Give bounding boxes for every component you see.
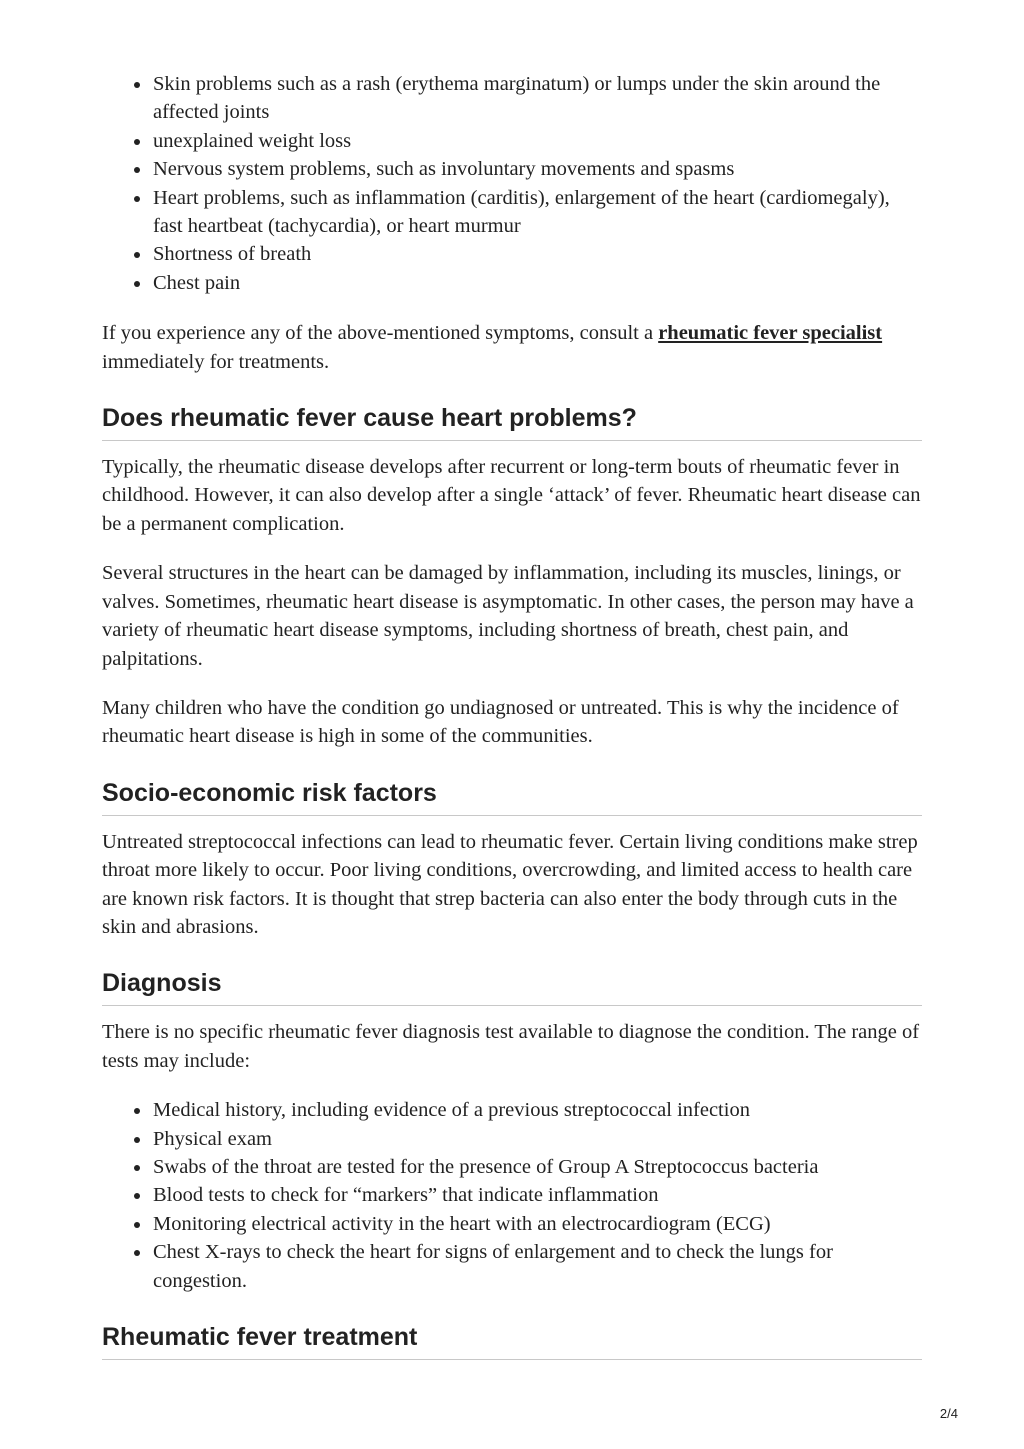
consult-text-before: If you experience any of the above-mentioned symptoms, consult a <box>102 322 659 345</box>
list-item: Skin problems such as a rash (erythema marginatum) or lumps under the skin around the affected joints <box>153 70 922 127</box>
paragraph: Untreated streptococcal infections can lead to rheumatic fever. Certain living conditions make strep throat more likely to occur. Poor living conditions, overcrowding, and limited access to health care are known risk factors. It is thought that strep bacteria can also enter the body through cuts in the skin and abrasions. <box>102 830 918 938</box>
list-item: Medical history, including evidence of a previous streptococcal infection <box>153 1096 922 1124</box>
list-item: Nervous system problems, such as involuntary movements and spasms <box>153 155 922 183</box>
list-item: unexplained weight loss <box>153 127 922 155</box>
consult-text-after: immediately for treatments. <box>102 350 330 373</box>
diagnosis-tests-list <box>102 1096 922 1295</box>
paragraph: Several structures in the heart can be damaged by inflammation, including its muscles, linings, or valves. Sometimes, rheumatic heart disease is asymptomatic. In other cases, the person may have a variety of rheumatic heart disease symptoms, including shortness of breath, chest pain, and palpitations. <box>102 562 914 670</box>
list-item: Shortness of breath <box>153 240 922 268</box>
list-item: Monitoring electrical activity in the heart with an electrocardiogram (ECG) <box>153 1210 922 1238</box>
paragraph: Typically, the rheumatic disease develops after recurrent or long-term bouts of rheumatic fever in childhood. However, it can also develop after a single ‘attack’ of fever. Rheumatic heart disease can be a permanent complication. <box>102 456 921 535</box>
section-heading-diagnosis: Diagnosis <box>102 967 922 1006</box>
list-item: Chest X-rays to check the heart for signs of enlargement and to check the lungs for congestion. <box>153 1238 922 1295</box>
paragraph: There is no specific rheumatic fever diagnosis test available to diagnose the condition. The range of tests may include: <box>102 1021 920 1072</box>
section-heading-treatment: Rheumatic fever treatment <box>102 1321 922 1360</box>
list-item: Swabs of the throat are tested for the presence of Group A Streptococcus bacteria <box>153 1153 922 1181</box>
rheumatic-fever-specialist-link[interactable]: rheumatic fever specialist <box>658 322 883 345</box>
page-number: 2/4 <box>939 1406 958 1421</box>
section-heading-heart-problems: Does rheumatic fever cause heart problems? <box>102 402 922 441</box>
list-item: Physical exam <box>153 1125 922 1153</box>
consult-paragraph <box>102 319 922 376</box>
list-item: Heart problems, such as inflammation (carditis), enlargement of the heart (cardiomegaly), fast heartbeat (tachycardia), or heart murmur <box>153 184 922 241</box>
document-page <box>102 70 922 1360</box>
paragraph: Many children who have the condition go undiagnosed or untreated. This is why the incidence of rheumatic heart disease is high in some of the communities. <box>102 696 899 748</box>
list-item: Blood tests to check for “markers” that indicate inflammation <box>153 1181 922 1209</box>
symptoms-list <box>102 70 922 297</box>
section-heading-risk-factors: Socio-economic risk factors <box>102 777 922 816</box>
list-item: Chest pain <box>153 269 922 297</box>
